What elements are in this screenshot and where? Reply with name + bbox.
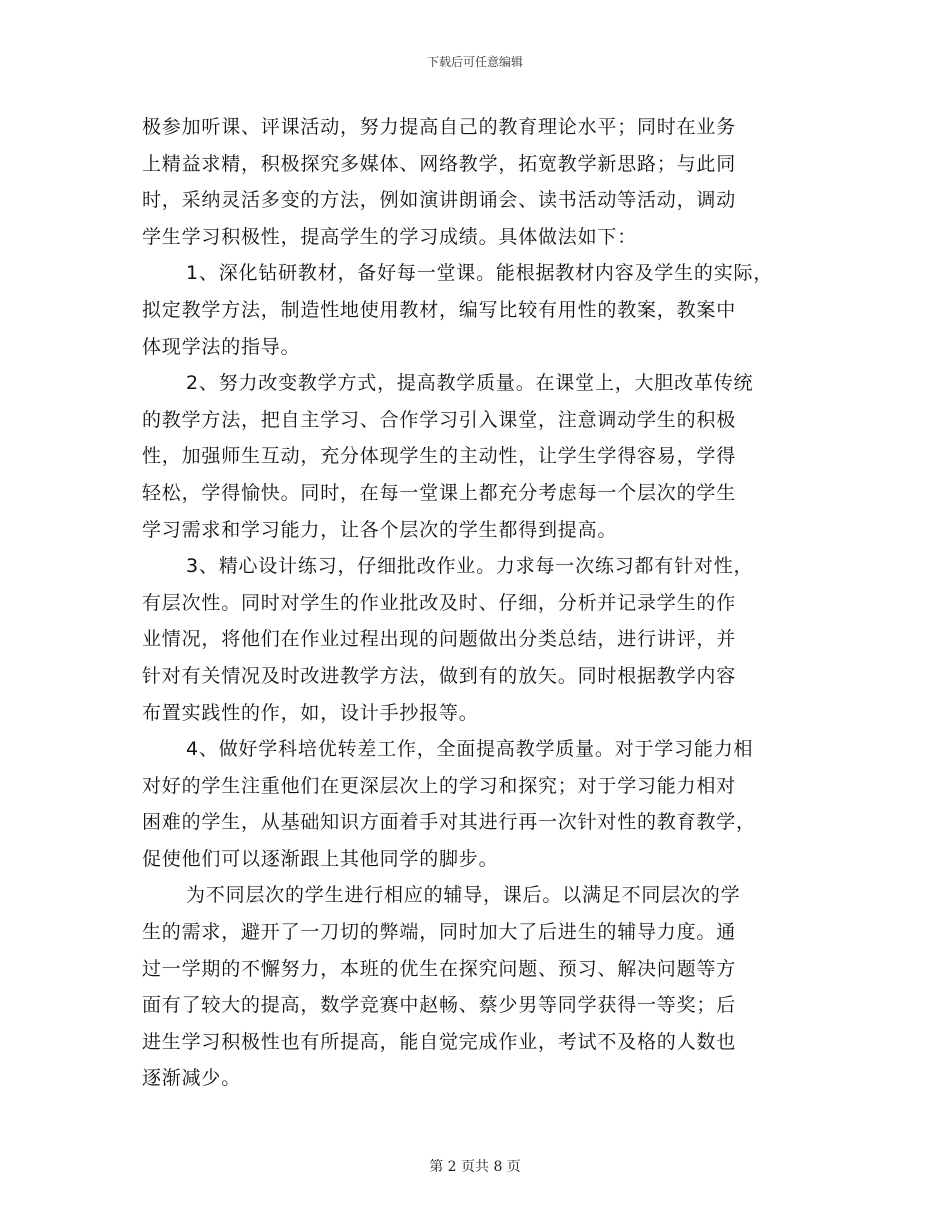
text-line: 为不同层次的学生进行相应的辅导，课后。以满足不同层次的学 <box>186 884 741 907</box>
text-line: 4、做好学科培优转差工作，全面提高教学质量。对于学习能力相 <box>186 738 754 761</box>
text-line: 促使他们可以逐渐跟上其他同学的脚步。 <box>142 847 499 870</box>
text-line: 对好的学生注重他们在更深层次上的学习和探究；对于学习能力相对 <box>142 774 737 797</box>
text-line: 困难的学生，从基础知识方面着手对其进行再一次针对性的教育教学， <box>142 811 756 834</box>
text-line: 逐渐减少。 <box>142 1067 242 1090</box>
text-line: 2、努力改变教学方式，提高教学质量。在课堂上，大胆改革传统 <box>186 372 754 395</box>
document-body <box>142 109 822 1097</box>
text-line: 体现学法的指导。 <box>142 335 301 358</box>
text-line: 针对有关情况及时改进教学方法，做到有的放矢。同时根据教学内容 <box>142 664 737 687</box>
text-line: 拟定教学方法，制造性地使用教材，编写比较有用性的教案，教案中 <box>142 298 737 321</box>
text-line: 有层次性。同时对学生的作业批改及时、仔细，分析并记录学生的作 <box>142 591 737 614</box>
text-line: 生的需求，避开了一刀切的弊端，同时加大了后进生的辅导力度。通 <box>142 921 737 944</box>
text-line: 时，采纳灵活多变的方法，例如演讲朗诵会、读书活动等活动，调动 <box>142 189 737 212</box>
text-line: 学习需求和学习能力，让各个层次的学生都得到提高。 <box>142 518 618 541</box>
text-line: 上精益求精，积极探究多媒体、网络教学，拓宽教学新思路；与此同 <box>142 152 737 175</box>
text-line: 轻松，学得愉快。同时，在每一堂课上都充分考虑每一个层次的学生 <box>142 481 737 504</box>
text-line: 进生学习积极性也有所提高，能自觉完成作业，考试不及格的人数也 <box>142 1030 737 1053</box>
text-line: 性，加强师生互动，充分体现学生的主动性，让学生学得容易，学得 <box>142 445 737 468</box>
text-line: 面有了较大的提高，数学竞赛中赵畅、蔡少男等同学获得一等奖；后 <box>142 994 737 1017</box>
text-line: 过一学期的不懈努力，本班的优生在探究问题、预习、解决问题等方 <box>142 957 737 980</box>
page-number: 第 2 页共 8 页 <box>429 1159 521 1175</box>
text-line: 业情况，将他们在作业过程出现的问题做出分类总结，进行讲评，并 <box>142 628 737 651</box>
text-line: 布置实践性的作，如，设计手抄报等。 <box>142 701 479 724</box>
text-line: 学生学习积极性，提高学生的学习成绩。具体做法如下： <box>142 225 638 248</box>
text-line: 3、精心设计练习，仔细批改作业。力求每一次练习都有针对性， <box>186 555 754 578</box>
page-header: 下载后可任意编辑 <box>426 55 523 69</box>
text-line: 极参加听课、评课活动，努力提高自己的教育理论水平；同时在业务 <box>142 116 737 138</box>
text-line: 的教学方法，把自主学习、合作学习引入课堂，注意调动学生的积极 <box>142 408 737 431</box>
text-line: 1、深化钻研教材，备好每一堂课。能根据教材内容及学生的实际， <box>186 262 774 285</box>
